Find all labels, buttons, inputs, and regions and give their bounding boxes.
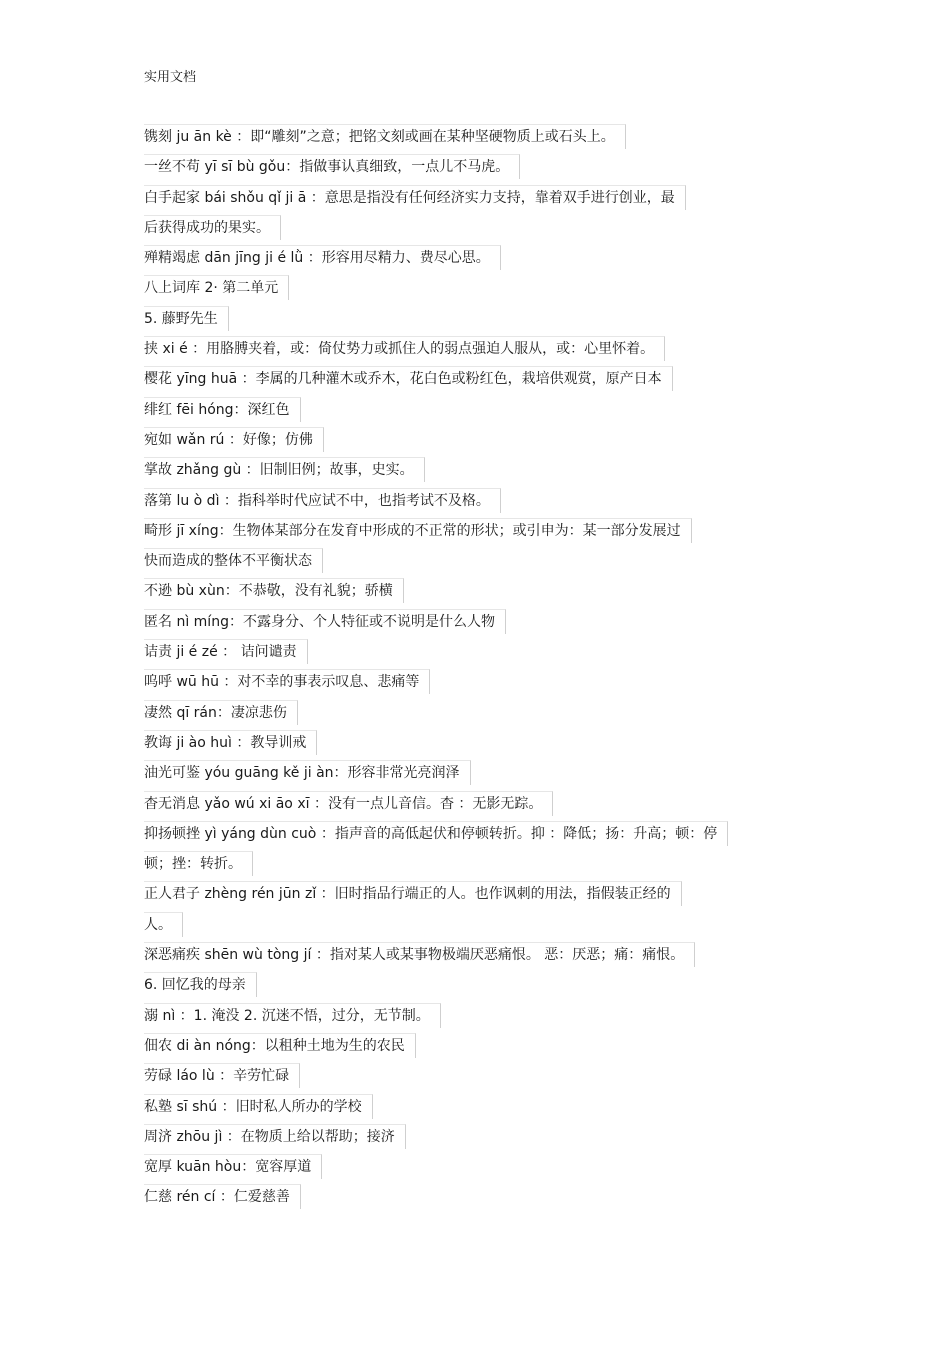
vocab-line bbox=[144, 243, 728, 273]
vocab-line bbox=[144, 607, 728, 637]
vocab-line bbox=[144, 1061, 728, 1091]
line-text: 挟 xi é ：用胳膊夹着，或：倚仗势力或抓住人的弱点强迫人服从，或：心里怀着。 bbox=[144, 336, 665, 361]
line-text: 劳碌 láo lù ：辛劳忙碌 bbox=[144, 1063, 300, 1088]
line-text: 教诲 ji ào huì ：教导训戒 bbox=[144, 730, 317, 755]
line-text: 杳无消息 yǎo wú xi āo xī ：没有一点儿音信。杳 ：无影无踪。 bbox=[144, 791, 553, 816]
page-header: 实用文档 bbox=[144, 70, 197, 85]
line-text: 宽厚 kuān hòu：宽容厚道 bbox=[144, 1154, 322, 1179]
line-text: 畸形 jī xíng：生物体某部分在发育中形成的不正常的形状；或引申为：某一部分发展过 bbox=[144, 518, 692, 543]
line-text: 深恶痛疾 shēn wù tòng jí ：指对某人或某事物极端厌恶痛恨。 恶：厌恶；痛：痛恨。 bbox=[144, 942, 695, 967]
line-text: 镌刻 ju ān kè ：即“雕刻”之意；把铭文刻或画在某种坚硬物质上或石头上。 bbox=[144, 124, 626, 149]
line-text: 诘责 ji é zé ： 诘问谴责 bbox=[144, 639, 308, 664]
line-text: 匿名 nì míng：不露身分、个人特征或不说明是什么人物 bbox=[144, 609, 506, 634]
line-text: 6. 回忆我的母亲 bbox=[144, 972, 257, 997]
vocab-line bbox=[144, 213, 728, 243]
line-text: 顿；挫：转折。 bbox=[144, 851, 253, 876]
line-text: 呜呼 wū hū ：对不幸的事表示叹息、悲痛等 bbox=[144, 669, 430, 694]
line-text: 樱花 yīng huā ：李属的几种灌木或乔木，花白色或粉红色，栽培供观赏，原产日本 bbox=[144, 366, 673, 391]
vocab-line bbox=[144, 425, 728, 455]
line-text: 落第 lu ò dì ：指科举时代应试不中，也指考试不及格。 bbox=[144, 488, 501, 513]
line-text: 抑扬顿挫 yì yáng dùn cuò ：指声音的高低起伏和停顿转折。抑 ：降低；扬：升高；顿：停 bbox=[144, 821, 728, 846]
vocabulary-list bbox=[144, 122, 728, 1213]
line-text: 仁慈 rén cí ：仁爱慈善 bbox=[144, 1184, 301, 1209]
line-text: 私塾 sī shú ：旧时私人所办的学校 bbox=[144, 1094, 373, 1119]
line-text: 人。 bbox=[144, 912, 183, 937]
vocab-line bbox=[144, 728, 728, 758]
line-text: 白手起家 bái shǒu qǐ ji ā ：意思是指没有任何经济实力支持，靠着双手进行创业，最 bbox=[144, 185, 686, 210]
vocab-line bbox=[144, 819, 728, 849]
line-text: 不逊 bù xùn：不恭敬，没有礼貌；骄横 bbox=[144, 578, 404, 603]
vocab-line bbox=[144, 1031, 728, 1061]
vocab-line bbox=[144, 910, 728, 940]
vocab-line bbox=[144, 1092, 728, 1122]
line-text: 八上词库 2· 第二单元 bbox=[144, 275, 289, 300]
line-text: 快而造成的整体不平衡状态 bbox=[144, 548, 323, 573]
vocab-line bbox=[144, 789, 728, 819]
line-text: 5. 藤野先生 bbox=[144, 306, 229, 331]
line-text: 掌故 zhǎng gù ：旧制旧例；故事，史实。 bbox=[144, 457, 425, 482]
vocab-line bbox=[144, 334, 728, 364]
vocab-line bbox=[144, 698, 728, 728]
vocab-line bbox=[144, 940, 728, 970]
line-text: 正人君子 zhèng rén jūn zǐ ：旧时指品行端正的人。也作讽刺的用法，指假装正经的 bbox=[144, 881, 682, 906]
line-text: 佃农 di àn nóng：以租种土地为生的农民 bbox=[144, 1033, 416, 1058]
vocab-line bbox=[144, 758, 728, 788]
line-text: 后获得成功的果实。 bbox=[144, 215, 281, 240]
vocab-line bbox=[144, 546, 728, 576]
vocab-line bbox=[144, 667, 728, 697]
vocab-line bbox=[144, 637, 728, 667]
lesson-heading bbox=[144, 304, 728, 334]
vocab-line bbox=[144, 183, 728, 213]
vocab-line bbox=[144, 122, 728, 152]
line-text: 殚精竭虑 dān jīng ji é lǜ ：形容用尽精力、费尽心思。 bbox=[144, 245, 501, 270]
vocab-line bbox=[144, 364, 728, 394]
vocab-line bbox=[144, 516, 728, 546]
vocab-line bbox=[144, 395, 728, 425]
line-text: 溺 nì ：1. 淹没 2. 沉迷不悟，过分，无节制。 bbox=[144, 1003, 441, 1028]
vocab-line bbox=[144, 486, 728, 516]
vocab-line bbox=[144, 1152, 728, 1182]
line-text: 周济 zhōu jì ：在物质上给以帮助；接济 bbox=[144, 1124, 406, 1149]
vocab-line bbox=[144, 879, 728, 909]
vocab-line bbox=[144, 849, 728, 879]
vocab-line bbox=[144, 1182, 728, 1212]
unit-heading bbox=[144, 273, 728, 303]
line-text: 油光可鉴 yóu guāng kě ji àn：形容非常光亮润泽 bbox=[144, 760, 471, 785]
line-text: 宛如 wǎn rú ：好像；仿佛 bbox=[144, 427, 324, 452]
vocab-line bbox=[144, 152, 728, 182]
line-text: 凄然 qī rán：凄凉悲伤 bbox=[144, 700, 298, 725]
vocab-line bbox=[144, 1001, 728, 1031]
vocab-line bbox=[144, 455, 728, 485]
vocab-line bbox=[144, 576, 728, 606]
vocab-line bbox=[144, 1122, 728, 1152]
lesson-heading bbox=[144, 970, 728, 1000]
line-text: 一丝不苟 yī sī bù gǒu：指做事认真细致，一点儿不马虎。 bbox=[144, 154, 520, 179]
line-text: 绯红 fēi hóng：深红色 bbox=[144, 397, 301, 422]
